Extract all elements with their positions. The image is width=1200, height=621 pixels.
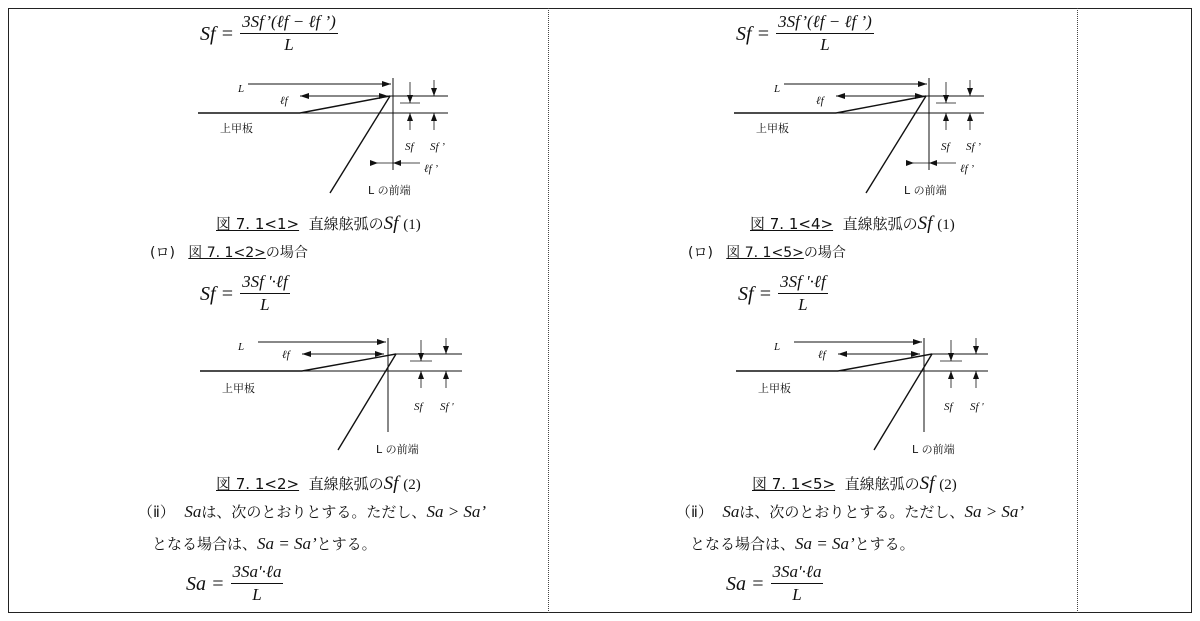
figure-caption-2: 図 7. 1<2> 直線舷弧のSf (2) xyxy=(216,473,421,494)
figure-caption-1: 図 7. 1<4> 直線舷弧のSf (1) xyxy=(750,213,955,234)
label-upper-deck: 上甲板 xyxy=(222,382,255,395)
sub-heading: (ロ) 図 7. 1<5>の場合 xyxy=(688,245,846,261)
formula-sf-1: Sf = $\frac{\text{3Sf’(ℓf − ℓf ’)}}{L}$ xyxy=(736,12,872,54)
figure-caption-1: 図 7. 1<1> 直線舷弧のSf (1) xyxy=(216,213,421,234)
right-panel xyxy=(536,0,1084,621)
label-sf: Sf xyxy=(941,141,950,153)
figure-caption-2: 図 7. 1<5> 直線舷弧のSf (2) xyxy=(752,473,957,494)
label-sf-prime: Sf ’ xyxy=(966,141,981,153)
left-panel xyxy=(0,0,548,621)
label-l-front: L の前端 xyxy=(904,184,947,197)
label-sf-prime: Sf ' xyxy=(440,401,454,413)
label-sf: Sf xyxy=(405,141,414,153)
label-l-front: L の前端 xyxy=(376,443,419,456)
item-ii-line2: となる場合は、Sa = Sa’とする。 xyxy=(152,534,377,553)
label-lf: ℓf xyxy=(818,349,826,361)
formula-sf-2: Sf = $\frac{\text{3Sf '·ℓf}}{L}$ xyxy=(200,272,288,314)
label-upper-deck: 上甲板 xyxy=(758,382,791,395)
label-L: L xyxy=(774,341,781,353)
label-L: L xyxy=(238,341,245,353)
label-lf-prime: ℓf ’ xyxy=(960,163,975,175)
label-lf: ℓf xyxy=(280,95,288,107)
formula-sf-2: Sf = $\frac{\text{3Sf '·ℓf}}{L}$ xyxy=(738,272,826,314)
item-ii-line2: となる場合は、Sa = Sa’とする。 xyxy=(690,534,915,553)
label-upper-deck: 上甲板 xyxy=(220,122,253,135)
label-sf: Sf xyxy=(414,401,423,413)
label-L: L xyxy=(238,83,245,95)
label-l-front: L の前端 xyxy=(368,184,411,197)
sub-heading: (ロ) 図 7. 1<2>の場合 xyxy=(150,245,308,261)
formula-sa: Sa = $\frac{\text{3Sa'·ℓa}}{L}$ xyxy=(726,562,822,604)
sheer-diagram-2 xyxy=(0,0,548,621)
label-lf: ℓf xyxy=(282,349,290,361)
item-ii-line1: （ⅱ） Saは、次のとおりとする。ただし、Sa > Sa’ xyxy=(138,502,487,521)
label-l-front: L の前端 xyxy=(912,443,955,456)
label-L: L xyxy=(774,83,781,95)
sheer-diagram-2 xyxy=(536,0,1084,621)
label-lf-prime: ℓf ’ xyxy=(424,163,439,175)
formula-sf-1: Sf = $\frac{\text{3Sf’(ℓf − ℓf ’)}}{L}$ xyxy=(200,12,336,54)
label-upper-deck: 上甲板 xyxy=(756,122,789,135)
item-ii-line1: （ⅱ） Saは、次のとおりとする。ただし、Sa > Sa’ xyxy=(676,502,1025,521)
label-lf: ℓf xyxy=(816,95,824,107)
formula-sa: Sa = $\frac{\text{3Sa'·ℓa}}{L}$ xyxy=(186,562,282,604)
label-sf-prime: Sf ' xyxy=(970,401,984,413)
label-sf: Sf xyxy=(944,401,953,413)
label-sf-prime: Sf ’ xyxy=(430,141,445,153)
